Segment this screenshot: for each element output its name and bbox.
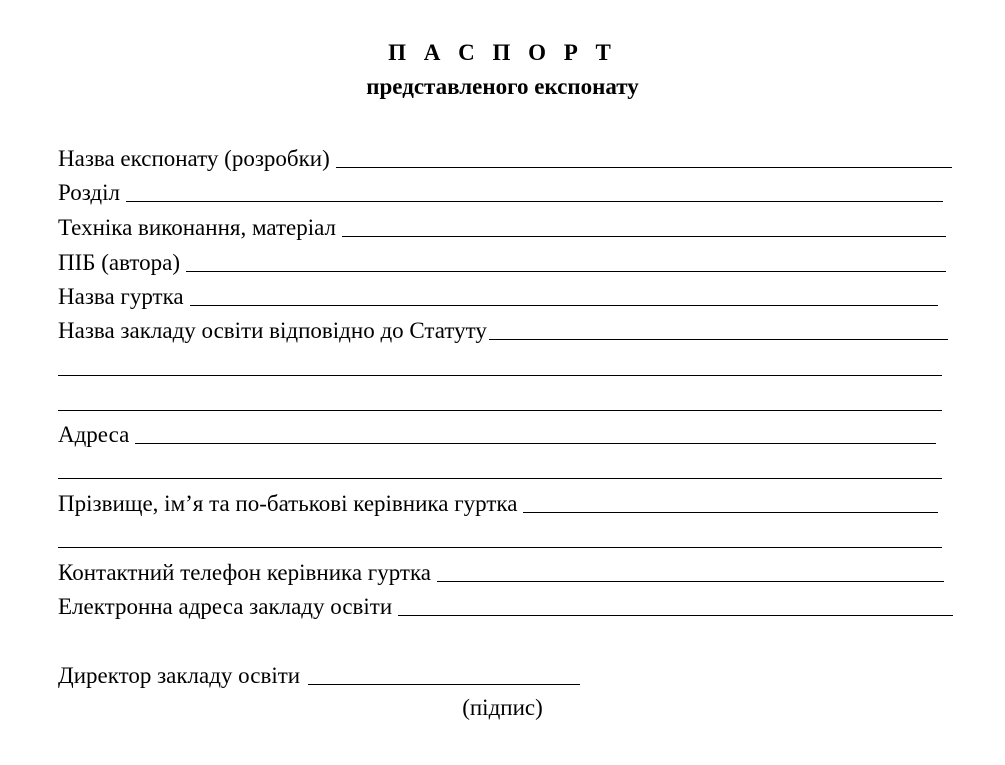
- fill-line[interactable]: [523, 512, 938, 513]
- fill-line-institution-continued[interactable]: [58, 410, 942, 411]
- signature-label: Директор закладу освіти: [58, 663, 301, 688]
- field-author: [58, 248, 946, 276]
- fill-line-institution-continued[interactable]: [58, 375, 942, 376]
- fill-line[interactable]: [398, 615, 953, 616]
- signature-line[interactable]: [308, 684, 580, 685]
- field-label: ПІБ (автора): [58, 250, 180, 275]
- field-club-name: [58, 282, 938, 310]
- field-label: Назва експонату (розробки): [58, 146, 330, 171]
- fill-line-address-continued[interactable]: [58, 478, 942, 479]
- field-institution-name: [58, 316, 948, 344]
- field-label: Розділ: [58, 180, 120, 205]
- field-label: Адреса: [58, 422, 130, 447]
- fill-line[interactable]: [186, 271, 946, 272]
- fill-line-leader-continued[interactable]: [58, 547, 942, 548]
- fill-line[interactable]: [336, 167, 952, 168]
- field-technique: [58, 213, 946, 241]
- field-leader-phone: [58, 558, 944, 586]
- fill-line[interactable]: [342, 236, 946, 237]
- fill-line[interactable]: [190, 305, 938, 306]
- document-title: П А С П О Р Т: [388, 40, 617, 65]
- field-label: Прізвище, ім’я та по-батькові керівника гуртка: [58, 491, 518, 516]
- director-signature: [58, 661, 580, 689]
- document-subtitle: представленого експонату: [366, 74, 639, 99]
- field-institution-email: [58, 592, 953, 620]
- field-club-leader: [58, 489, 938, 517]
- field-section: [58, 178, 943, 206]
- field-address: [58, 420, 936, 448]
- field-label: Назва гуртка: [58, 284, 184, 309]
- fill-line[interactable]: [135, 443, 936, 444]
- fill-line[interactable]: [437, 581, 944, 582]
- fill-line[interactable]: [126, 201, 943, 202]
- field-label: Електронна адреса закладу освіти: [58, 594, 393, 619]
- field-label: Контактний телефон керівника гуртка: [58, 560, 432, 585]
- field-exhibit-name: [58, 144, 952, 172]
- field-label: Техніка виконання, матеріал: [58, 215, 336, 240]
- signature-note: (підпис): [462, 695, 543, 720]
- field-label: Назва закладу освіти відповідно до Статуту: [58, 318, 487, 343]
- fill-line[interactable]: [489, 339, 948, 340]
